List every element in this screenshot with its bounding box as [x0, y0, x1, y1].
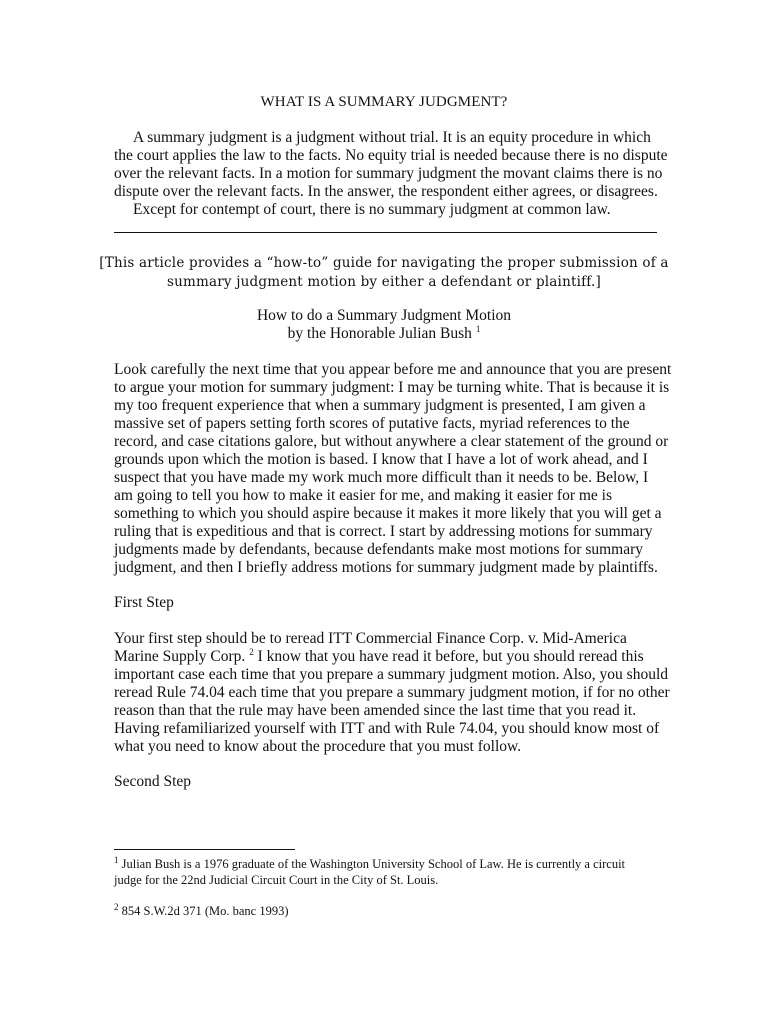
article-byline [0, 325, 768, 343]
first-step-line-text: I know that you have read it before, but you should reread this [257, 648, 644, 665]
section-divider [114, 232, 657, 233]
footnote-ref-1[interactable]: 1 [475, 323, 481, 334]
first-step-line: Having refamiliarized yourself with ITT and with Rule 74.04, you should know most of [114, 720, 660, 737]
footnote-2-mark: 2 [114, 901, 119, 912]
body-line: my too frequent experience that when a summary judgment is presented, I am given a [114, 397, 646, 414]
body-line: massive set of papers setting forth scores of putative facts, myriad references to the [114, 415, 630, 432]
first-step-line: important case each time that you prepare a summary judgment motion. Also, you should [114, 666, 669, 683]
case-name: Marine Supply Corp. [114, 648, 246, 665]
document-title: WHAT IS A SUMMARY JUDGMENT? [260, 94, 508, 110]
footnote-2 [114, 903, 289, 919]
intro-line: over the relevant facts. In a motion for summary judgment the movant claims there is no [114, 165, 663, 182]
body-line: to argue your motion for summary judgment: I may be turning white. That is because it is [114, 379, 670, 396]
first-step-line: what you need to know about the procedure that you must follow. [114, 738, 522, 755]
first-step-line [114, 648, 714, 666]
body-line: suspect that you have made my work much more difficult than it needs to be. Below, I [114, 469, 649, 486]
first-step-heading: First Step [114, 594, 174, 611]
intro-line: the court applies the law to the facts. No equity trial is needed because there is no dispute [114, 147, 668, 164]
body-line: something to which you should aspire because it makes it more likely that you will get a [114, 505, 662, 522]
body-line: judgment, and then I briefly address motions for summary judgment made by plaintiffs. [114, 559, 658, 576]
intro-line: Except for contempt of court, there is no summary judgment at common law. [133, 201, 611, 218]
footnote-1 [114, 856, 625, 872]
first-step-line: reason than that the rule may have been amended since the last time that you read it. [114, 702, 637, 719]
footnote-1-mark: 1 [114, 854, 119, 865]
first-step-line: reread Rule 74.04 each time that you prepare a summary judgment motion, if for no other [114, 684, 670, 701]
body-line: grounds upon which the motion is based. I know that I have a lot of work ahead, and I [114, 451, 648, 468]
footnote-2-text: 854 S.W.2d 371 (Mo. banc 1993) [121, 904, 289, 918]
footnote-ref-2[interactable]: 2 [249, 646, 254, 657]
body-line: judgments made by defendants, because defendants make most motions for summary [114, 541, 644, 558]
footnote-1-continued: judge for the 22nd Judicial Circuit Court in the City of St. Louis. [114, 873, 439, 887]
byline-text: by the Honorable Julian Bush [287, 325, 472, 342]
second-step-heading: Second Step [114, 773, 192, 790]
bracket-note-line: summary judgment motion by either a defendant or plaintiff.] [167, 274, 601, 290]
body-line: am going to tell you how to make it easier for me, and making it easier for me is [114, 487, 613, 504]
first-step-line: Your first step should be to reread ITT Commercial Finance Corp. v. Mid-America [114, 630, 627, 647]
bracket-note-line: [This article provides a “how-to” guide for navigating the proper submission of a [99, 255, 669, 271]
body-line: Look carefully the next time that you appear before me and announce that you are present [114, 361, 672, 378]
footnote-1-text: Julian Bush is a 1976 graduate of the Washington University School of Law. He is currently a circuit [121, 857, 626, 871]
body-line: record, and case citations galore, but without anywhere a clear statement of the ground or [114, 433, 669, 450]
article-title: How to do a Summary Judgment Motion [256, 307, 512, 324]
intro-line: A summary judgment is a judgment without trial. It is an equity procedure in which [133, 129, 651, 146]
body-line: ruling that is expeditious and that is correct. I start by addressing motions for summary [114, 523, 653, 540]
footnote-divider [114, 849, 295, 850]
intro-line: dispute over the relevant facts. In the answer, the respondent either agrees, or disagrees. [114, 183, 658, 200]
